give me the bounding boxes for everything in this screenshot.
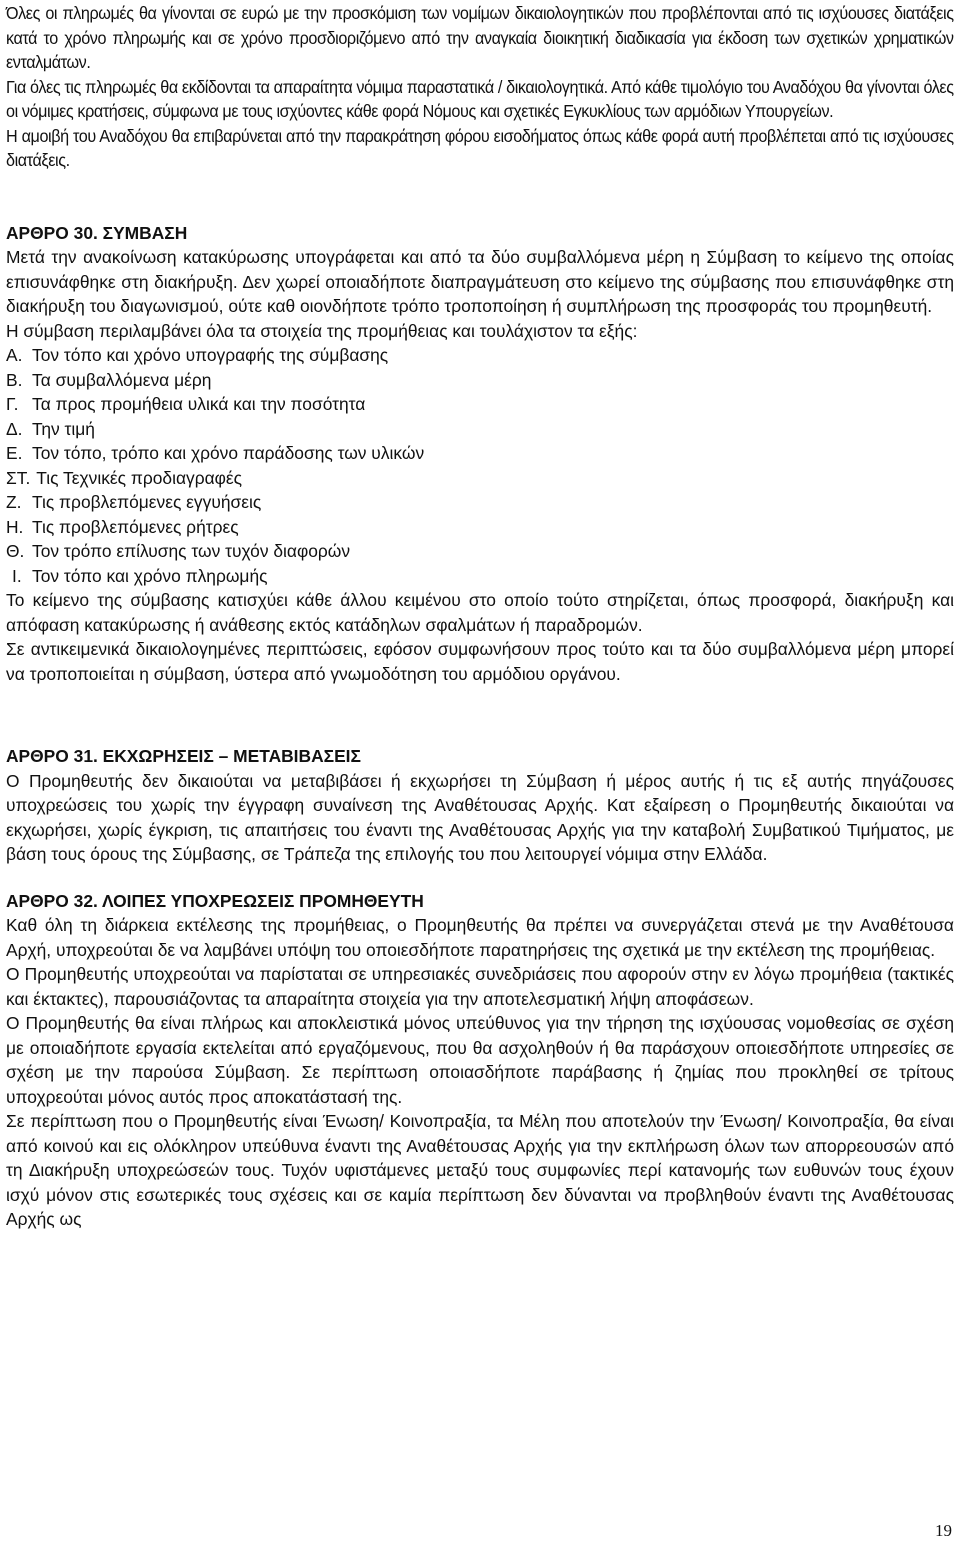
list-item-text: Την τιμή [32,418,95,439]
article-32-heading: ΑΡΘΡΟ 32. ΛΟΙΠΕΣ ΥΠΟΧΡΕΩΣΕΙΣ ΠΡΟΜΗΘΕΥΤΗ [6,890,424,911]
list-marker: Α. [6,345,23,365]
list-item-text: Τα προς προμήθεια υλικά και την ποσότητα [32,394,366,414]
list-item [6,441,954,466]
list-item-text: Τα συμβαλλόμενα μέρη [32,369,212,390]
list-item [6,417,954,442]
list-marker: Θ. [6,541,25,561]
list-item [6,368,954,393]
intro-paragraph-1: Όλες οι πληρωμές θα γίνονται σε ευρώ με την προσκόμιση των νομίμων δικαιολογητικών που προβλέπονται από τις ισχύουσες διατάξεις κατά το χρόνο πληρωμής και σε χρόνο προσδιοριζόμενο από την αναγκαία διοικητική διαδικασία για έκδοση των σχετικών χρηματικών ενταλμάτων. [6,3,954,72]
list-marker: Ε. [6,443,23,463]
list-item [6,515,954,540]
list-item [6,343,954,368]
article-30-section [6,221,954,687]
article-32-paragraph-3: Ο Προμηθευτής θα είναι πλήρως και αποκλειστικά μόνος υπεύθυνος για την τήρηση της ισχύουσας νομοθεσίας σε σχέση με οποιαδήποτε εργασία εκτελείται από εργαζόμενους, που θα ασχοληθούν ή θα παράσχουν οποιεσδήποτε υπηρεσίες σε σχέση με την παρούσα Σύμβαση. Σε περίπτωση οποιασδήποτε παράβασης ή ζημίας που προκληθεί σε τρίτους υποχρεούται μόνος αυτός προς αποκατάστασή της. [6,1013,954,1107]
article-30-paragraph-2: Η σύμβαση περιλαμβάνει όλα τα στοιχεία της προμήθειας και τουλάχιστον τα εξής: [6,320,638,341]
article-32-paragraph-4: Σε περίπτωση που ο Προμηθευτής είναι Ένωση/ Κοινοπραξία, τα Μέλη που αποτελούν την Ένωση/ Κοινοπραξία, θα είναι από κοινού και εις ολόκληρον υπεύθυνα έναντι της Αναθέτουσας Αρχής για την εκπλήρωση όλων των απορρεουσών από τη Διακήρυξη υποχρεώσεών τους. Τυχόν υφιστάμενες μεταξύ τους συμφωνίες περί κατανομής των ευθυνών τους έχουν ισχύ μόνον στις εσωτερικές τους σχέσεις και σε καμία περίπτωση δεν δύνανται να προβληθούν έναντι της Αναθέτουσας Αρχής ως [6,1111,954,1229]
article-32-paragraph-2: Ο Προμηθευτής υποχρεούται να παρίσταται σε υπηρεσιακές συνεδριάσεις που αφορούν στην εν λόγω προμήθεια (τακτικές και έκτακτες), παρουσιάζοντας τα απαραίτητα στοιχεία για την αποτελεσματική λήψη αποφάσεων. [6,964,954,1009]
list-item-text: Τις προβλεπόμενες εγγυήσεις [32,492,262,512]
list-marker: Β. [6,369,23,390]
spacer [6,195,954,221]
list-item [6,466,954,491]
article-32-paragraph-1: Καθ όλη τη διάρκεια εκτέλεσης της προμήθειας, ο Προμηθευτής θα πρέπει να συνεργάζεται στενά με την Αναθέτουσα Αρχή, υποχρεούται δε να λαμβάνει υπόψη του οποιεσδήποτε παρατηρήσεις της σχετικά με την εκτέλεση της προμήθειας. [6,915,954,960]
list-item [6,564,954,589]
document-page [6,0,954,1232]
page-number: 19 [935,1521,952,1540]
list-item [6,539,954,564]
article-30-paragraph-3: Το κείμενο της σύμβασης κατισχύει κάθε άλλου κειμένου στο οποίο τούτο στηρίζεται, όπως προσφορά, διακήρυξη και απόφαση κατακύρωσης ή ανάθεσης εκτός κατάδηλων σφαλμάτων ή παραδρομών. [6,590,954,635]
list-item-text: Τις Τεχνικές προδιαγραφές [36,467,243,488]
list-item-text: Τον τρόπο επίλυσης των τυχόν διαφορών [32,541,351,561]
list-marker: Ι. [12,565,22,586]
intro-section [6,0,954,173]
list-item-text: Τις προβλεπόμενες ρήτρες [32,516,239,537]
intro-paragraph-2: Για όλες τις πληρωμές θα εκδίδονται τα απαραίτητα νόμιμα παραστατικά / δικαιολογητικά. Από κάθε τιμολόγιο του Αναδόχου θα γίνονται όλες οι νόμιμες κρατήσεις, σύμφωνα με τους ισχύοντες κάθε φορά Νόμους και σχετικές Εγκυκλίους των αρμόδιων Υπουργείων. [6,76,954,121]
article-31-heading: ΑΡΘΡΟ 31. ΕΚΧΩΡΗΣΕΙΣ – ΜΕΤΑΒΙΒΑΣΕΙΣ [6,746,361,766]
article-30-heading: ΑΡΘΡΟ 30. ΣΥΜΒΑΣΗ [6,222,188,243]
article-31-paragraph-1: Ο Προμηθευτής δεν δικαιούται να μεταβιβάσει ή εκχωρήσει τη Σύμβαση ή μέρος αυτής ή τις εξ αυτής πηγάζουσες υποχρεώσεις του χωρίς την έγγραφη συναίνεση της Αναθέτουσας Αρχής. Κατ εξαίρεση ο Προμηθευτής δικαιούται να εκχωρήσει, χωρίς έγκριση, τις απαιτήσεις του έναντι της Αναθέτουσας Αρχής για την καταβολή Συμβατικού Τιμήματος, με βάση τους όρους της Σύμβασης, σε Τράπεζα της επιλογής του που λειτουργεί νόμιμα στην Ελλάδα. [6,770,954,864]
list-item-text: Τον τόπο και χρόνο πληρωμής [32,565,268,586]
list-marker: ΣΤ. [6,467,31,488]
intro-paragraph-3: Η αμοιβή του Αναδόχου θα επιβαρύνεται από την παρακράτηση φόρου εισοδήματος όπως κάθε φορά αυτή προβλέπεται από τις ισχύουσες διατάξεις. [6,125,954,170]
spacer [6,686,954,744]
spacer [6,867,954,889]
list-marker: Δ. [6,418,23,439]
spacer [6,173,954,195]
article-32-section [6,889,954,1232]
contract-elements-list [6,343,954,588]
list-item [6,392,954,417]
list-marker: Η. [6,516,24,537]
article-30-paragraph-1: Μετά την ανακοίνωση κατακύρωσης υπογράφεται και από τα δύο συμβαλλόμενα μέρη η Σύμβαση το κείμενο της οποίας επισυνάφθηκε στη διακήρυξη. Δεν χωρεί οποιαδήποτε διαπραγμάτευση στο κείμενο της σύμβασης που επισυνάφθηκε στη διακήρυξη του διαγωνισμού, ούτε καθ οιονδήποτε τρόπο τροποποίηση ή συμπλήρωση της προσφοράς του προμηθευτή. [6,247,954,316]
list-item [6,490,954,515]
list-marker: Ζ. [6,492,22,512]
list-item-text: Τον τόπο και χρόνο υπογραφής της σύμβασης [32,345,389,365]
list-item-text: Τον τόπο, τρόπο και χρόνο παράδοσης των υλικών [32,443,425,463]
article-31-section [6,744,954,867]
list-marker: Γ. [6,394,19,414]
article-30-paragraph-4: Σε αντικειμενικά δικαιολογημένες περιπτώσεις, εφόσον συμφωνήσουν προς τούτο και τα δύο συμβαλλόμενα μέρη μπορεί να τροποποιείται η σύμβαση, ύστερα από γνωμοδότηση του αρμόδιου οργάνου. [6,639,954,684]
